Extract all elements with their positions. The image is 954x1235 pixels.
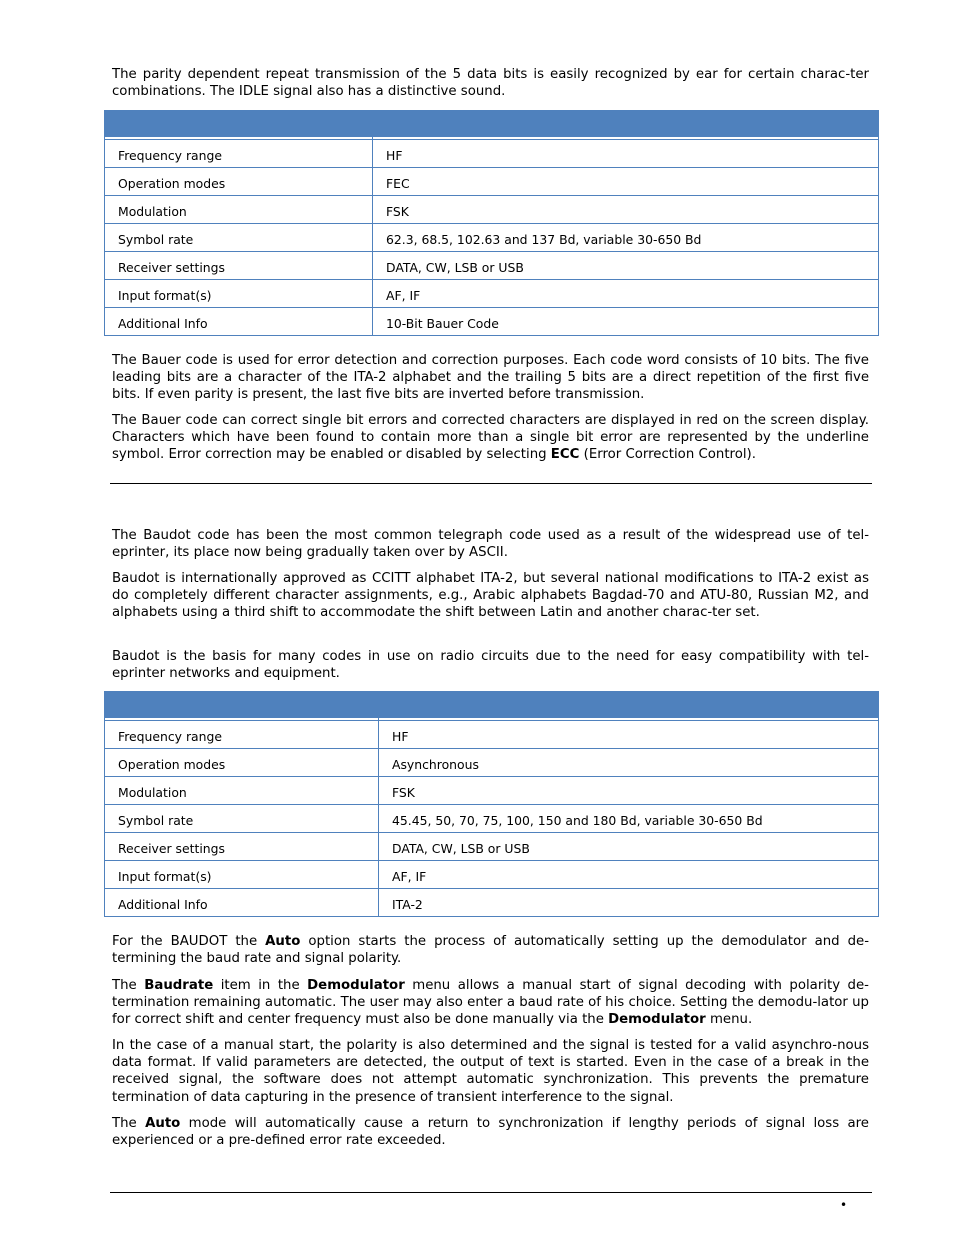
baudot-spec-table — [104, 691, 879, 917]
row-value: HF — [379, 720, 879, 748]
row-value: FSK — [379, 776, 879, 804]
row-value: FSK — [373, 195, 879, 223]
section-divider — [110, 483, 872, 484]
table-header-cell — [379, 691, 879, 718]
table-header-cell — [373, 110, 879, 137]
footer-bullet: • — [840, 1198, 848, 1212]
table-header-row — [105, 691, 879, 718]
row-value: 62.3, 68.5, 102.63 and 137 Bd, variable 30-650 Bd — [373, 223, 879, 251]
table-header-cell — [105, 691, 379, 718]
table-header-cell — [105, 110, 373, 137]
auto-paragraph-3: In the case of a manual start, the polarity is also determined and the signal is tested for a valid asynchro-nous data format. If valid parameters are detected, the output of text is started. Even in the case of a break in the received signal, the software does not attempt automatic synchronization. This prevents the premature termination of data capturing in the presence of transient interference to the signal. — [112, 1038, 869, 1105]
table-row — [105, 167, 879, 195]
table-row — [105, 748, 879, 776]
row-value: AF, IF — [379, 860, 879, 888]
row-label: Frequency range — [105, 139, 373, 167]
row-label: Receiver settings — [105, 832, 379, 860]
auto-paragraph-1: For the BAUDOT the Auto option starts the process of automatically setting up the demodulator and de-termining the baud rate and signal polarity. — [112, 934, 869, 967]
table-row — [105, 860, 879, 888]
row-label: Symbol rate — [105, 804, 379, 832]
row-label: Additional Info — [105, 307, 373, 335]
row-label: Symbol rate — [105, 223, 373, 251]
table-row — [105, 307, 879, 335]
row-value: AF, IF — [373, 279, 879, 307]
table-row — [105, 139, 879, 167]
intro-paragraph: The parity dependent repeat transmission of the 5 data bits is easily recognized by ear for certain charac-ter combinations. The IDLE signal also has a distinctive sound. — [112, 67, 869, 100]
table-row — [105, 279, 879, 307]
bauer-paragraph-1: The Bauer code is used for error detection and correction purposes. Each code word consists of 10 bits. The five leading bits are a character of the ITA-2 alphabet and the trailing 5 bits are a direct repetition of the first five bits. If even parity is present, the last five bits are inverted before transmission. — [112, 353, 869, 403]
footer-divider — [110, 1192, 872, 1193]
row-label: Modulation — [105, 195, 373, 223]
row-label: Receiver settings — [105, 251, 373, 279]
table-row — [105, 720, 879, 748]
row-value: 10-Bit Bauer Code — [373, 307, 879, 335]
row-label: Additional Info — [105, 888, 379, 916]
bauer-paragraph-2: The Bauer code can correct single bit errors and corrected characters are displayed in red on the screen display. Characters which have been found to contain more than a single bit error are represented by the underline symbol. Error correction may be enabled or disabled by selecting ECC (Error Correction Control). — [112, 413, 869, 463]
row-value: HF — [373, 139, 879, 167]
row-value: 45.45, 50, 70, 75, 100, 150 and 180 Bd, variable 30-650 Bd — [379, 804, 879, 832]
table-row — [105, 223, 879, 251]
row-label: Input format(s) — [105, 279, 373, 307]
row-value: FEC — [373, 167, 879, 195]
table-header-row — [105, 110, 879, 137]
row-value: DATA, CW, LSB or USB — [379, 832, 879, 860]
baudot-paragraph-3: Baudot is the basis for many codes in use on radio circuits due to the need for easy compatibility with tel-eprinter networks and equipment. — [112, 649, 869, 682]
baudot-paragraph-2: Baudot is internationally approved as CCITT alphabet ITA-2, but several national modifications to ITA-2 exist as do completely different character assignments, e.g., Arabic alphabets Bagdad-70 and ATU-80, Russian M2, and alphabets using a third shift to accommodate the shift between Latin and another charac-ter set. — [112, 571, 869, 621]
table-row — [105, 776, 879, 804]
table-row — [105, 195, 879, 223]
row-label: Operation modes — [105, 167, 373, 195]
bauer-spec-table — [104, 110, 879, 336]
row-label: Input format(s) — [105, 860, 379, 888]
table-row — [105, 804, 879, 832]
row-label: Modulation — [105, 776, 379, 804]
baudot-paragraph-1: The Baudot code has been the most common telegraph code used as a result of the widespread use of tel-eprinter, its place now being gradually taken over by ASCII. — [112, 528, 869, 561]
row-value: ITA-2 — [379, 888, 879, 916]
auto-paragraph-4: The Auto mode will automatically cause a return to synchronization if lengthy periods of signal loss are experienced or a pre-defined error rate exceeded. — [112, 1116, 869, 1149]
row-label: Frequency range — [105, 720, 379, 748]
table-row — [105, 832, 879, 860]
auto-paragraph-2: The Baudrate item in the Demodulator menu allows a manual start of signal decoding with polarity de-termination remaining automatic. The user may also enter a baud rate of his choice. Setting the demodu-lator up for correct shift and center frequency must also be done manually via the Demodulator menu. — [112, 978, 869, 1028]
row-value: Asynchronous — [379, 748, 879, 776]
row-label: Operation modes — [105, 748, 379, 776]
table-row — [105, 888, 879, 916]
ecc-term: ECC — [550, 447, 580, 463]
table-row — [105, 251, 879, 279]
row-value: DATA, CW, LSB or USB — [373, 251, 879, 279]
